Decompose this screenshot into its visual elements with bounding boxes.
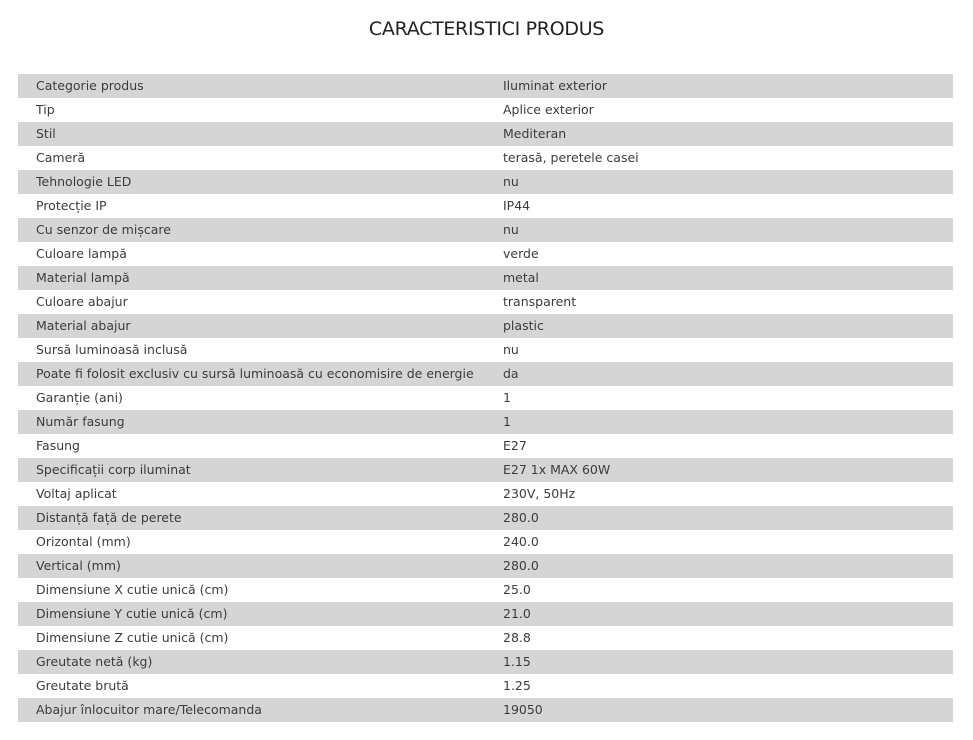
spec-value: nu: [503, 218, 953, 242]
spec-value: Iluminat exterior: [503, 74, 953, 98]
spec-value: IP44: [503, 194, 953, 218]
spec-row: [18, 218, 953, 242]
spec-label: Distanță față de perete: [18, 506, 503, 530]
spec-label: Dimensiune Z cutie unică (cm): [18, 626, 503, 650]
spec-label: Material abajur: [18, 314, 503, 338]
spec-label: Greutate brută: [18, 674, 503, 698]
spec-value: metal: [503, 266, 953, 290]
spec-row: [18, 146, 953, 170]
spec-value: verde: [503, 242, 953, 266]
spec-row: [18, 290, 953, 314]
spec-value: nu: [503, 170, 953, 194]
spec-value: E27: [503, 434, 953, 458]
spec-value: da: [503, 362, 953, 386]
spec-label: Voltaj aplicat: [18, 482, 503, 506]
spec-label: Sursă luminoasă inclusă: [18, 338, 503, 362]
spec-value: 280.0: [503, 554, 953, 578]
spec-label: Tehnologie LED: [18, 170, 503, 194]
spec-row: [18, 170, 953, 194]
spec-value: 1: [503, 410, 953, 434]
spec-row: [18, 362, 953, 386]
spec-row: [18, 74, 953, 98]
spec-value: 1: [503, 386, 953, 410]
spec-row: [18, 650, 953, 674]
spec-row: [18, 242, 953, 266]
spec-value: E27 1x MAX 60W: [503, 458, 953, 482]
spec-row: [18, 506, 953, 530]
spec-row: [18, 386, 953, 410]
spec-row: [18, 530, 953, 554]
spec-label: Categorie produs: [18, 74, 503, 98]
spec-label: Vertical (mm): [18, 554, 503, 578]
spec-value: 1.25: [503, 674, 953, 698]
spec-value: transparent: [503, 290, 953, 314]
spec-value: 280.0: [503, 506, 953, 530]
spec-value: 240.0: [503, 530, 953, 554]
spec-label: Culoare lampă: [18, 242, 503, 266]
spec-row: [18, 458, 953, 482]
spec-row: [18, 674, 953, 698]
spec-row: [18, 554, 953, 578]
spec-row: [18, 602, 953, 626]
spec-row: [18, 194, 953, 218]
spec-value: 21.0: [503, 602, 953, 626]
spec-label: Protecție IP: [18, 194, 503, 218]
spec-row: [18, 98, 953, 122]
spec-row: [18, 122, 953, 146]
spec-value: 28.8: [503, 626, 953, 650]
spec-label: Garanție (ani): [18, 386, 503, 410]
spec-label: Abajur înlocuitor mare/Telecomanda: [18, 698, 503, 722]
spec-label: Poate fi folosit exclusiv cu sursă luminoasă cu economisire de energie: [18, 362, 503, 386]
spec-value: 19050: [503, 698, 953, 722]
page-title: CARACTERISTICI PRODUS: [368, 18, 605, 40]
spec-row: [18, 578, 953, 602]
spec-value: plastic: [503, 314, 953, 338]
spec-value: 25.0: [503, 578, 953, 602]
spec-value: nu: [503, 338, 953, 362]
spec-row: [18, 314, 953, 338]
specs-table: [18, 74, 953, 722]
spec-label: Tip: [18, 98, 503, 122]
spec-label: Specificații corp iluminat: [18, 458, 503, 482]
spec-label: Culoare abajur: [18, 290, 503, 314]
spec-row: [18, 698, 953, 722]
spec-label: Stil: [18, 122, 503, 146]
spec-row: [18, 338, 953, 362]
spec-row: [18, 266, 953, 290]
spec-label: Cu senzor de mișcare: [18, 218, 503, 242]
spec-label: Dimensiune Y cutie unică (cm): [18, 602, 503, 626]
spec-value: 1.15: [503, 650, 953, 674]
spec-value: Aplice exterior: [503, 98, 953, 122]
spec-row: [18, 626, 953, 650]
spec-value: 230V, 50Hz: [503, 482, 953, 506]
spec-row: [18, 410, 953, 434]
spec-value: terasă, peretele casei: [503, 146, 953, 170]
spec-row: [18, 482, 953, 506]
spec-label: Fasung: [18, 434, 503, 458]
spec-label: Cameră: [18, 146, 503, 170]
spec-label: Număr fasung: [18, 410, 503, 434]
spec-label: Orizontal (mm): [18, 530, 503, 554]
spec-label: Greutate netă (kg): [18, 650, 503, 674]
spec-label: Material lampă: [18, 266, 503, 290]
spec-label: Dimensiune X cutie unică (cm): [18, 578, 503, 602]
spec-value: Mediteran: [503, 122, 953, 146]
specs-table-body: [18, 74, 953, 722]
spec-row: [18, 434, 953, 458]
